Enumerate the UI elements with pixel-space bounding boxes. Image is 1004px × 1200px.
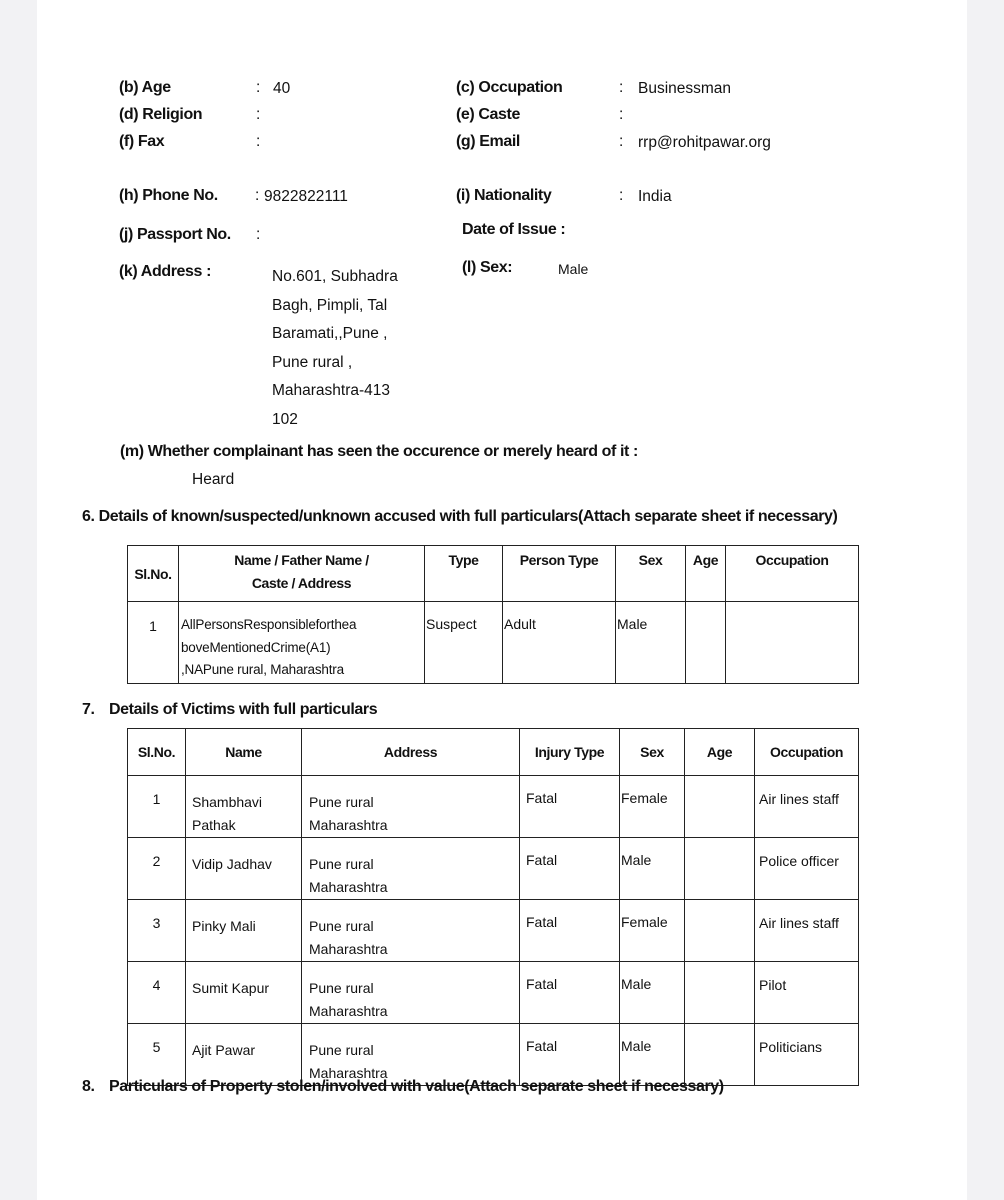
accused-slno: 1 xyxy=(128,602,179,684)
victims-header-row xyxy=(128,729,859,776)
accused-type: Suspect xyxy=(425,602,503,684)
sex-value: Male xyxy=(558,261,589,277)
address-label: (k) Address : xyxy=(119,263,212,280)
email-colon: : xyxy=(619,133,624,150)
header-name: Name / Father Name / Caste / Address xyxy=(179,546,425,602)
nationality-value: India xyxy=(638,188,672,205)
victim-header-injury: Injury Type xyxy=(520,729,620,776)
victim-address: Pune rural Maharashtra xyxy=(302,838,520,900)
table-row xyxy=(128,602,859,684)
victim-name: Pinky Mali xyxy=(186,900,302,962)
occupation-value: Businessman xyxy=(638,80,732,97)
accused-name: AllPersonsResponsibleforthea boveMentionedCrime(A1) ,NAPune rural, Maharashtra xyxy=(179,602,425,684)
victim-sex: Male xyxy=(620,962,685,1024)
document-page xyxy=(37,0,967,1200)
victim-name: Sumit Kapur xyxy=(186,962,302,1024)
table-row xyxy=(128,962,859,1024)
age-colon: : xyxy=(256,79,261,96)
accused-person-type: Adult xyxy=(503,602,616,684)
age-value: 40 xyxy=(273,80,291,97)
victim-address: Pune rural Maharashtra xyxy=(302,900,520,962)
accused-sex: Male xyxy=(616,602,686,684)
age-label: (b) Age xyxy=(119,79,171,96)
sex-label: (l) Sex: xyxy=(462,259,513,276)
accused-header-row xyxy=(128,546,859,602)
victim-injury: Fatal xyxy=(520,838,620,900)
victim-injury: Fatal xyxy=(520,962,620,1024)
header-occupation: Occupation xyxy=(726,546,859,602)
accused-occupation xyxy=(726,602,859,684)
victim-age xyxy=(685,776,755,838)
victim-injury: Fatal xyxy=(520,1024,620,1086)
victim-header-sex: Sex xyxy=(620,729,685,776)
header-slno: Sl.No. xyxy=(128,546,179,602)
email-label: (g) Email xyxy=(456,133,520,150)
phone-value: 9822822111 xyxy=(264,188,348,205)
header-person-type: Person Type xyxy=(503,546,616,602)
victims-table xyxy=(127,728,859,1086)
victim-slno: 1 xyxy=(128,776,186,838)
section-8-number: 8. xyxy=(82,1078,95,1095)
occupation-label: (c) Occupation xyxy=(456,79,563,96)
victim-occupation: Air lines staff xyxy=(755,900,859,962)
religion-label: (d) Religion xyxy=(119,106,203,123)
fax-label: (f) Fax xyxy=(119,133,165,150)
phone-colon: : xyxy=(255,187,260,204)
victim-address: Pune rural Maharashtra xyxy=(302,962,520,1024)
religion-colon: : xyxy=(256,106,261,123)
victim-injury: Fatal xyxy=(520,900,620,962)
address-value: No.601, Subhadra Bagh, Pimpli, Tal Baramati,,Pune , Pune rural , Maharashtra-413 102 xyxy=(272,268,398,428)
victim-occupation: Police officer xyxy=(755,838,859,900)
victim-occupation: Air lines staff xyxy=(755,776,859,838)
table-row xyxy=(128,776,859,838)
victim-sex: Male xyxy=(620,838,685,900)
victim-header-name: Name xyxy=(186,729,302,776)
victim-injury: Fatal xyxy=(520,776,620,838)
victim-header-address: Address xyxy=(302,729,520,776)
passport-label: (j) Passport No. xyxy=(119,226,231,243)
table-row xyxy=(128,900,859,962)
accused-age xyxy=(686,602,726,684)
victim-slno: 3 xyxy=(128,900,186,962)
header-age: Age xyxy=(686,546,726,602)
victim-slno: 5 xyxy=(128,1024,186,1086)
header-type: Type xyxy=(425,546,503,602)
victim-sex: Female xyxy=(620,900,685,962)
caste-label: (e) Caste xyxy=(456,106,520,123)
victim-sex: Male xyxy=(620,1024,685,1086)
victim-occupation: Pilot xyxy=(755,962,859,1024)
victim-occupation: Politicians xyxy=(755,1024,859,1086)
victim-slno: 2 xyxy=(128,838,186,900)
date-of-issue-label: Date of Issue : xyxy=(462,221,566,238)
victim-name: Vidip Jadhav xyxy=(186,838,302,900)
victim-sex: Female xyxy=(620,776,685,838)
accused-table xyxy=(127,545,859,684)
victim-header-slno: Sl.No. xyxy=(128,729,186,776)
phone-label: (h) Phone No. xyxy=(119,187,218,204)
table-row xyxy=(128,1024,859,1086)
victim-age xyxy=(685,838,755,900)
victim-header-occupation: Occupation xyxy=(755,729,859,776)
victim-name: Shambhavi Pathak xyxy=(186,776,302,838)
header-sex: Sex xyxy=(616,546,686,602)
victim-age xyxy=(685,900,755,962)
email-value: rrp@rohitpawar.org xyxy=(638,134,771,151)
fax-colon: : xyxy=(256,133,261,150)
passport-colon: : xyxy=(256,226,261,243)
table-row xyxy=(128,838,859,900)
victim-slno: 4 xyxy=(128,962,186,1024)
victim-address: Pune rural Maharashtra xyxy=(302,776,520,838)
victim-age xyxy=(685,1024,755,1086)
section-6-heading: 6. Details of known/suspected/unknown accused with full particulars(Attach separate sheet if necessary) xyxy=(82,508,838,525)
witness-question: (m) Whether complainant has seen the occurence or merely heard of it : xyxy=(120,443,638,460)
victim-name: Ajit Pawar xyxy=(186,1024,302,1086)
caste-colon: : xyxy=(619,106,624,123)
victim-address: Pune rural Maharashtra xyxy=(302,1024,520,1086)
victim-age xyxy=(685,962,755,1024)
section-7-number: 7. xyxy=(82,701,95,718)
occupation-colon: : xyxy=(619,79,624,96)
section-7-heading: Details of Victims with full particulars xyxy=(109,701,378,718)
nationality-colon: : xyxy=(619,187,624,204)
section-8-heading: Particulars of Property stolen/involved with value(Attach separate sheet if necessary) xyxy=(109,1078,724,1095)
nationality-label: (i) Nationality xyxy=(456,187,552,204)
victim-header-age: Age xyxy=(685,729,755,776)
witness-answer: Heard xyxy=(192,471,235,488)
